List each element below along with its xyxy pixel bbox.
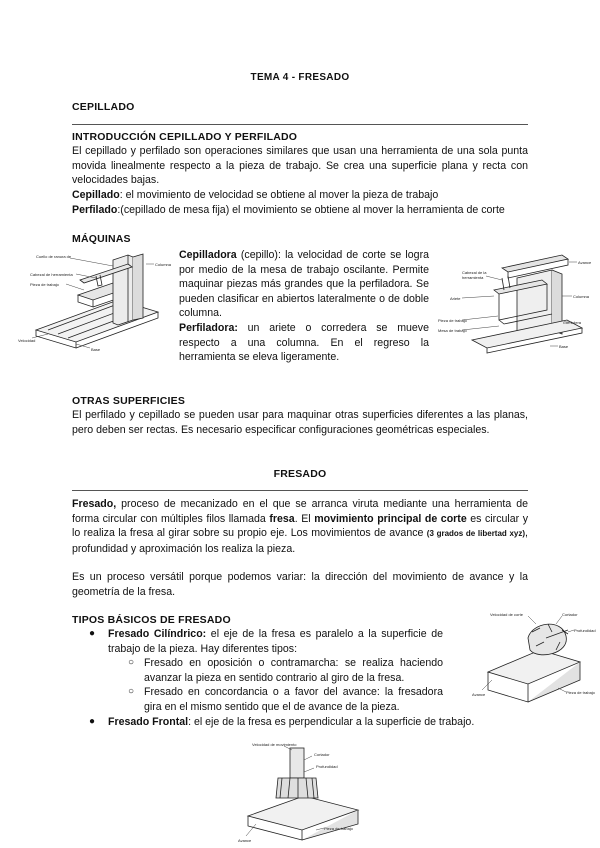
fresado-frontal-text: : el eje de la fresa es perpendicular a la superficie de trabajo. (188, 716, 475, 728)
otras-superficies-paragraph: El perfilado y cepillado se pueden usar para maquinar otras superficies diferentes a las planas, pero deben ser rectas. Es necesario especificar configuraciones geométricas especiales. (72, 409, 528, 436)
cepilladora-figure (18, 250, 178, 360)
fresado-text-c: es circular y lo realiza la fresa al girar sobre su propio eje. Los movimientos de avance (72, 512, 529, 540)
section-heading-otras-superficies: OTRAS SUPERFICIES (72, 395, 186, 407)
fig-frontal-label-1: Velocidad de movimiento (252, 742, 297, 747)
fresado-paragraph-1 (72, 497, 528, 556)
fig-right-label-9: Base (559, 344, 569, 349)
intro-text: El cepillado y perfilado son operaciones similares que usan una herramienta de una sola punta movida linealmente respecto a la pieza de trabajo. Se crea una superficie plana y recta con velocidades bajas. (72, 145, 528, 187)
fig-left-label-1: Cuello de ranura de (36, 254, 72, 259)
fresado-term: Fresado, (72, 498, 117, 510)
fig-left-label-6: Base (91, 347, 101, 352)
fresado-cilindrico-item (108, 627, 443, 656)
fresado-paragraph-2: Es un proceso versátil porque podemos variar: la dirección del movimiento de avance y la geometría de la fresa. (72, 571, 528, 598)
perfiladora-description (179, 321, 429, 365)
bullet-circle: ○ (128, 657, 135, 668)
perfiladora-text: un ariete o corredera se mueve respecto a una columna. En el regreso la herramienta se eleva ligeramente. (179, 322, 429, 364)
fig-frontal-label-5: Pieza de trabajo (324, 826, 353, 831)
fig-right-label-5: Pieza de trabajo (438, 318, 467, 323)
fig-cil-label-3: Profundidad (574, 628, 596, 633)
cepilladora-label: Cepilladora (179, 249, 237, 261)
intro-paragraph (72, 144, 528, 188)
fresado-frontal-label: Fresado Frontal (108, 716, 189, 728)
perfilado-text: :(cepillado de mesa fija) el movimiento se obtiene al mover la herramienta de corte (117, 204, 505, 216)
movimiento-principal-term: movimiento principal de corte (314, 512, 467, 525)
fresado-cilindrico-figure (470, 610, 600, 705)
fig-right-label-2: herramienta (462, 275, 484, 280)
fig-cil-label-5: Pieza de trabajo (566, 690, 595, 695)
fig-cil-label-2: Cortador (562, 612, 578, 617)
bullet-circle: ○ (128, 686, 135, 697)
fig-frontal-label-2: Cortador (314, 752, 330, 757)
section-heading-fresado: FRESADO (273, 468, 327, 480)
sub-item-oposicion: Fresado en oposición o contramarcha: se realiza haciendo avanzar la pieza en sentido contrario al giro de la fresa. (144, 657, 443, 684)
cepilladora-text: (cepillo): la velocidad de corte se logra por medio de la mesa de trabajo oscilante. Permite maquinar piezas más grandes que la perfiladora. Se pueden clasificar en abiertos lateralmente o de doble columna. (179, 249, 429, 320)
fresado-cilindrico-label: Fresado Cilíndrico: (108, 628, 207, 640)
fresado-text-b: . El (294, 512, 315, 525)
fresado-frontal-item (108, 715, 538, 730)
fig-cil-label-4: Avance (472, 692, 486, 697)
fig-left-label-3: Pieza de trabajo (30, 282, 59, 287)
fig-right-label-7: Columna (573, 294, 590, 299)
cepillado-label: Cepillado (72, 189, 120, 201)
document-title: TEMA 4 - FRESADO (250, 72, 350, 83)
fig-right-label-6: Mesa de trabajo (438, 328, 467, 333)
fig-left-label-4: Columna (155, 262, 172, 267)
section-heading-tipos-basicos: TIPOS BÁSICOS DE FRESADO (72, 614, 231, 626)
bullet-dot: ● (89, 628, 96, 639)
cepilladora-description (179, 248, 429, 321)
perfilado-definition (72, 203, 532, 218)
cepillado-text: : el movimiento de velocidad se obtiene al mover la pieza de trabajo (119, 189, 439, 201)
fig-frontal-label-4: Avance (238, 838, 252, 843)
fig-right-label-3: Ariete (450, 296, 461, 301)
fig-left-label-2: Cabezal de herramienta (30, 272, 73, 277)
section-divider (72, 124, 528, 125)
section-divider (72, 490, 528, 491)
fresa-term: fresa (269, 512, 295, 525)
perfiladora-label: Perfiladora: (179, 322, 238, 334)
fig-cil-label-1: Velocidad de corte (490, 612, 523, 617)
cepillado-definition (72, 188, 528, 203)
fig-right-label-8: Corredera (563, 320, 582, 325)
perfiladora-figure (432, 250, 594, 360)
perfilado-label: Perfilado (72, 204, 118, 216)
fig-frontal-label-3: Profundidad (316, 764, 338, 769)
fresado-text-d: , profundidad y aproximación los realiza la pieza. (72, 527, 528, 555)
section-heading-introduccion: INTRODUCCIÓN CEPILLADO Y PERFILADO (72, 131, 298, 143)
section-heading-cepillado: CEPILLADO (72, 101, 135, 113)
bullet-dot: ● (89, 716, 96, 727)
fresado-cilindrico-text: el eje de la fresa es paralelo a la superficie de trabajo de la pieza. Hay diferentes tipos: (108, 628, 443, 655)
sub-item-concordancia: Fresado en concordancia o a favor del avance: la fresadora gira en el mismo sentido que el de avance de la pieza. (144, 686, 443, 713)
fig-right-label-1: Cabezal de la (462, 270, 487, 275)
fig-left-label-5: Velocidad (18, 338, 36, 343)
fresado-text-a: proceso de mecanizado en el que se arranca viruta mediante una herramienta de forma circular con múltiples filos llamada (72, 498, 528, 525)
grados-libertad-note: (3 grados de libertad xyz) (426, 529, 526, 539)
section-heading-maquinas: MÁQUINAS (72, 233, 131, 245)
fresado-frontal-figure (238, 738, 368, 844)
fig-right-label-4: Avance (578, 260, 592, 265)
